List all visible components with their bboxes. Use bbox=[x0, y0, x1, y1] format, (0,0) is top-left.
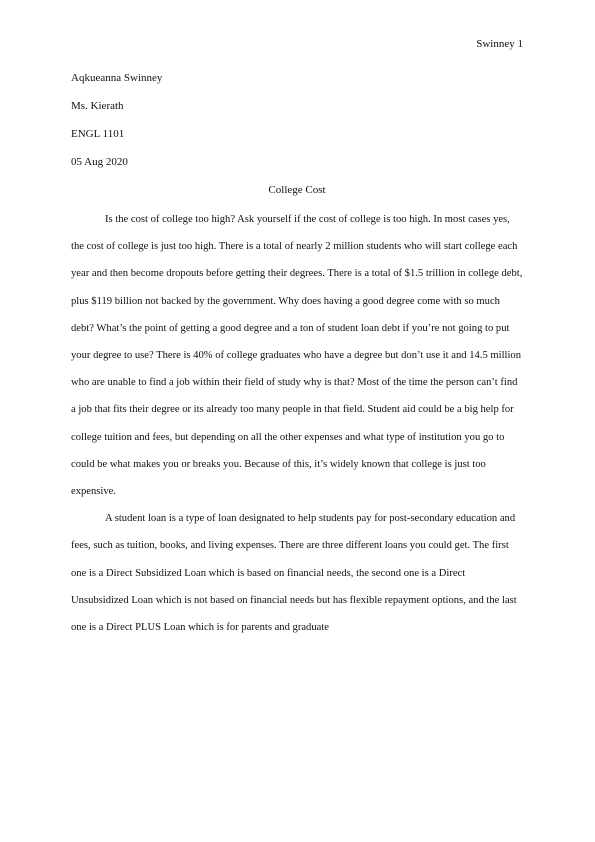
paragraph-1: Is the cost of college too high? Ask yourself if the cost of college is too high. In most cases yes, the cost of college is just too high. There is a total of nearly 2 million students who will start college each year and then become dropouts before getting their degrees. There is a total of $1.5 trillion in college debt, plus $119 billion not backed by the government. Why does having a good degree come with so much debt? What’s the point of getting a good degree and a ton of student loan debt if you’re not going to put your degree to use? There is 40% of college graduates who have a degree but don’t use it and 14.5 million who are unable to find a job within their field of study why is that? Most of the time the person can’t find a job that fits their degree or its already too many people in that field. Student aid could be a big help for college tuition and fees, but depending on all the other expenses and what type of institution you go to could be what makes you or breaks you. Because of this, it’s widely known that college is just too expensive. bbox=[71, 214, 523, 498]
running-head: Swinney 1 bbox=[476, 38, 523, 50]
student-name: Aqkueanna Swinney bbox=[71, 72, 163, 84]
essay-body bbox=[71, 206, 523, 641]
paper-date: 05 Aug 2020 bbox=[71, 156, 128, 168]
course-name: ENGL 1101 bbox=[71, 128, 125, 140]
mla-heading bbox=[71, 71, 523, 211]
instructor-name: Ms. Kierath bbox=[71, 100, 124, 112]
paragraph-2: A student loan is a type of loan designated to help students pay for post-secondary education and fees, such as tuition, books, and living expenses. There are three different loans you could get. The first one is a Direct Subsidized Loan which is based on financial needs, the second one is a Direct Unsubsidized Loan which is not based on financial needs but has flexible repayment options, and the last one is a Direct PLUS Loan which is for parents and graduate bbox=[71, 513, 517, 634]
paper-title: College Cost bbox=[268, 184, 326, 196]
